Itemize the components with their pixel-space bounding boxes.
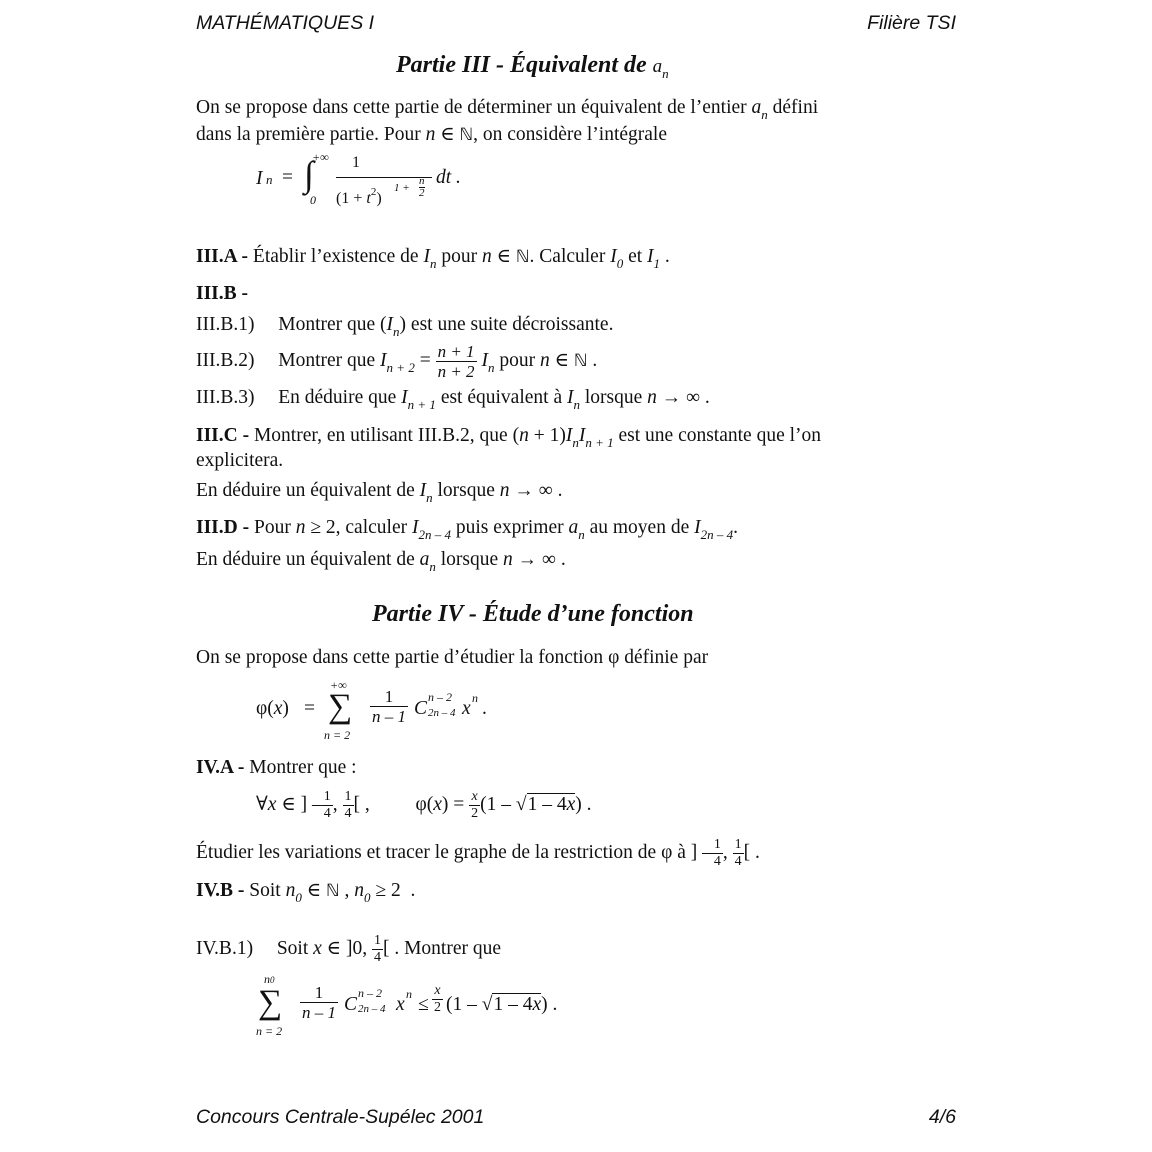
question-IVA: IV.A - Montrer que : [196,757,357,778]
question-IIIB: III.B - [196,283,249,304]
question-IVB: IV.B - Soit $n_0$ ∈ ℕ , $n_0 \ge 2$ . [196,880,416,905]
part4-intro: On se propose dans cette partie d’étudier la fonction φ définie par [196,647,709,668]
question-IIIA: III.A - Établir l’existence de $I_n$ pour n ∈ ℕ. Calculer $I_0$ et $I_1$ . [196,246,670,271]
question-IIIC-line3: En déduire un équivalent de $I_n$ lorsque n → ∞ . [196,480,563,505]
question-IIID-line2: En déduire un équivalent de $a_n$ lorsque n → ∞ . [196,549,566,574]
question-IVB1-formula: n0 ∑ n = 2 $\frac{1}{n - 1}$ C $_{2n - 4}$ n – 2 x n ≤ $\frac{x}{2}$ (1 – √1 – 4x) . [256,972,558,1038]
question-IIIB2: III.B.2) Montrer que $I_{n + 2}$ = $\frac{n + 1}{n + 2}$ $I_n$ pour n ∈ ℕ . [196,342,598,381]
part3-intro-line2: dans la première partie. Pour n ∈ ℕ, on considère l’intégrale [196,124,667,145]
part3-title-text: Partie III - Équivalent de [396,52,647,78]
part3-title [396,52,669,79]
footer-competition: Concours Centrale-Supélec 2001 [196,1106,485,1128]
phi-series-definition: φ(x) = +∞ ∑ n = 2 $\frac{1}{n - 1}$ C $_{2n - 4}$ n – 2 x n . [256,678,487,742]
part3-intro-line1: On se propose dans cette partie de déterminer un équivalent de l’entier $a_n$ défini [196,97,819,122]
part4-title: Partie IV - Étude d’une fonction [372,601,694,627]
question-IIIB3: III.B.3) En déduire que $I_{n + 1}$ est équivalent à $I_n$ lorsque n → ∞ . [196,387,710,412]
question-IIIC-line2: explicitera. [196,450,284,471]
question-IIIB1: III.B.1) Montrer que $(I_n)$ est une suite décroissante. [196,314,614,339]
footer-page-number: 4/6 [928,1106,956,1128]
question-IVB1: IV.B.1) Soit x ∈ ]0, $\frac{1}{4}$ [ . Montrer que [196,933,502,965]
header-subject: MATHÉMATIQUES I [196,12,375,34]
part3-title-var: a [652,56,663,77]
question-IVA-formula: ∀x ∈ ] – $\frac{1}{4}$ , $\frac{1}{4}$ [ , φ(x) = $\frac{x}{2}$ (1 – √1 – 4x) . [256,789,592,821]
header-track: Filière TSI [867,12,956,34]
question-IVA-line2: Étudier les variations et tracer le graphe de la restriction de φ à ] – $\frac{1}{4}$ , $\frac{1}{4}$ [ . [196,837,760,869]
integral-definition: I $_n$ = ∫ +∞ 0 1 $(1 + t^2)$ 1 + n 2 dt . [256,150,461,207]
question-IIID: III.D - Pour n ≥ 2, calculer $I_{2n - 4}$ puis exprimer $a_n$ au moyen de $I_{2n - 4}$. [196,517,738,542]
part3-title-sub: n [662,66,669,81]
question-IIIC: III.C - Montrer, en utilisant III.B.2, que $(n + 1)I_nI_{n + 1}$ est une constante que l’on [196,425,822,450]
